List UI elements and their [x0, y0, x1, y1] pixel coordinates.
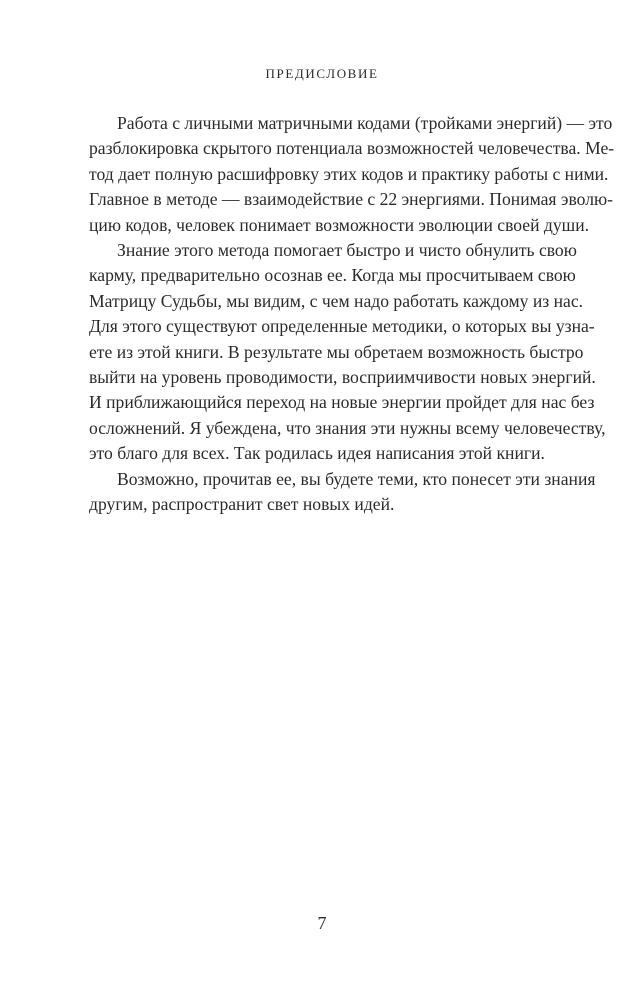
- text-line: Знание этого метода помогает быстро и чисто обнулить свою: [117, 240, 577, 261]
- text-line: это благо для всех. Так родилась идея написания этой книги.: [89, 443, 545, 464]
- text-line: выйти на уровень проводимости, восприимчивости новых энергий.: [89, 367, 596, 388]
- running-title: ПРЕДИСЛОВИЕ: [265, 66, 379, 81]
- text-line: карму, предварительно осознав ее. Когда мы просчитываем свою: [89, 265, 576, 286]
- text-line: Матрицу Судьбы, мы видим, с чем надо работать каждому из нас.: [89, 290, 584, 311]
- text-line: осложнений. Я убеждена, что знания эти нужны всему человечеству,: [89, 417, 606, 438]
- text-line: другим, распространит свет новых идей.: [89, 494, 395, 515]
- paragraph: [89, 238, 606, 467]
- text-line: Главное в методе — взаимодействие с 22 энергиями. Понимая эволю-: [89, 189, 614, 210]
- text-line: тод дает полную расшифровку этих кодов и практику работы с ними.: [89, 163, 609, 184]
- body-text: [89, 111, 615, 518]
- page-number: 7: [317, 913, 327, 933]
- text-line: ете из этой книги. В результате мы обретаем возможность быстро: [89, 341, 584, 362]
- paragraph: [89, 111, 615, 238]
- text-line: И приближающийся переход на новые энергии пройдет для нас без: [89, 392, 595, 413]
- text-line: Возможно, прочитав ее, вы будете теми, кто понесет эти знания: [117, 468, 596, 489]
- text-line: Для этого существуют определенные методики, о которых вы узна-: [89, 316, 595, 337]
- text-line: цию кодов, человек понимает возможности эволюции своей души.: [89, 214, 590, 235]
- paragraph: [89, 467, 596, 518]
- text-line: разблокировка скрытого потенциала возможностей человечества. Ме-: [89, 138, 615, 159]
- text-line: Работа с личными матричными кодами (тройками энергий) — это: [117, 113, 613, 133]
